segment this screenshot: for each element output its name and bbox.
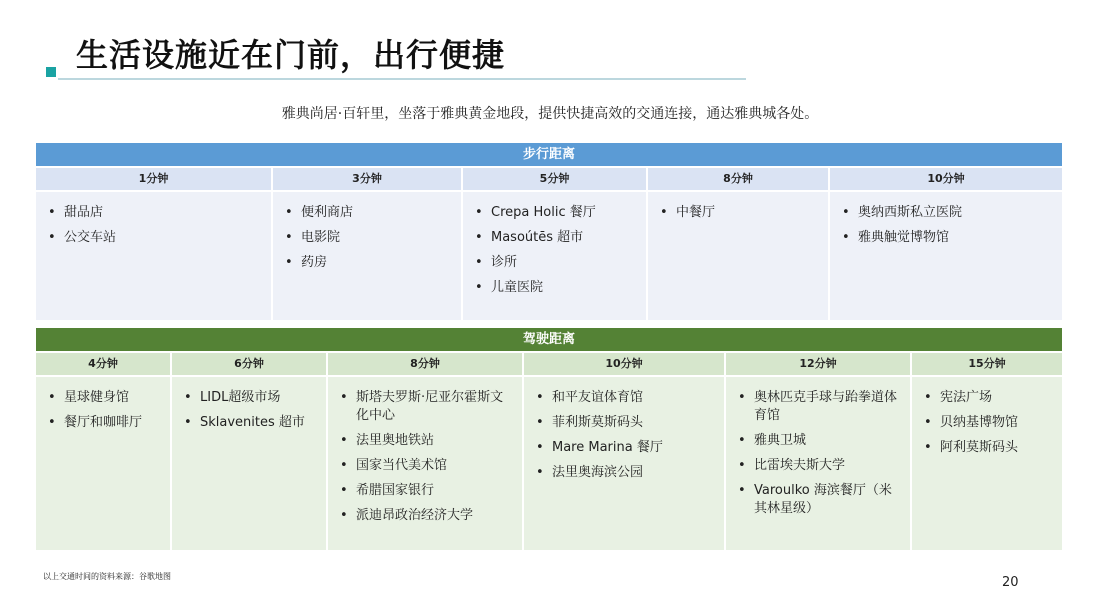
list-item: • 法里奥海滨公园 <box>536 464 716 482</box>
list-item: • 比雷埃夫斯大学 <box>738 457 902 475</box>
walking-grid <box>36 166 1062 320</box>
list-item: • 中餐厅 <box>660 204 820 222</box>
driving-column-body <box>524 377 724 550</box>
page-subtitle: 雅典尚居·百轩里，坐落于雅典黄金地段，提供快捷高效的交通连接，通达雅典城各处。 <box>281 106 819 122</box>
list-item: • Varoulko 海滨餐厅（米其林星级） <box>738 482 902 518</box>
driving-time-label: 12分钟 <box>726 351 910 377</box>
driving-column-body <box>912 377 1062 550</box>
list-item: • LIDL超级市场 <box>184 389 318 407</box>
driving-place-list <box>536 389 716 482</box>
walking-column-body <box>273 192 461 320</box>
list-item: • 贝纳基博物馆 <box>924 414 1054 432</box>
list-item: • 甜品店 <box>48 204 263 222</box>
list-item: • 宪法广场 <box>924 389 1054 407</box>
walking-time-label: 1分钟 <box>36 166 271 192</box>
list-item: • 菲利斯莫斯码头 <box>536 414 716 432</box>
walking-time-label: 3分钟 <box>273 166 461 192</box>
list-item: • 派迪昂政治经济大学 <box>340 507 514 525</box>
list-item: • 雅典触觉博物馆 <box>842 229 1054 247</box>
list-item: • 餐厅和咖啡厅 <box>48 414 162 432</box>
walking-place-list <box>475 204 638 297</box>
walking-place-list <box>842 204 1054 247</box>
page-title: 生活设施近在门前，出行便捷 <box>76 36 506 74</box>
driving-column-body <box>172 377 326 550</box>
walking-column <box>36 166 273 320</box>
walking-column-body <box>463 192 646 320</box>
page-number: 20 <box>1002 575 1019 590</box>
driving-column <box>912 351 1062 550</box>
walking-distance-table <box>36 143 1062 320</box>
list-item: • 和平友谊体育馆 <box>536 389 716 407</box>
walking-column <box>648 166 830 320</box>
source-footnote: 以上交通时间的资料来源：谷歌地图 <box>43 572 171 581</box>
driving-place-list <box>924 389 1054 457</box>
driving-time-label: 6分钟 <box>172 351 326 377</box>
list-item: • 希腊国家银行 <box>340 482 514 500</box>
driving-column-body <box>328 377 522 550</box>
list-item: • Sklavenites 超市 <box>184 414 318 432</box>
list-item: • Crepa Holic 餐厅 <box>475 204 638 222</box>
driving-column-body <box>726 377 910 550</box>
title-accent-square <box>46 67 56 77</box>
list-item: • 诊所 <box>475 254 638 272</box>
list-item: • 斯塔夫罗斯·尼亚尔霍斯文化中心 <box>340 389 514 425</box>
list-item: • 便利商店 <box>285 204 453 222</box>
walking-place-list <box>48 204 263 247</box>
list-item: • Mare Marina 餐厅 <box>536 439 716 457</box>
walking-header: 步行距离 <box>36 143 1062 166</box>
walking-time-label: 5分钟 <box>463 166 646 192</box>
driving-place-list <box>184 389 318 432</box>
list-item: • 奥纳西斯私立医院 <box>842 204 1054 222</box>
driving-time-label: 10分钟 <box>524 351 724 377</box>
list-item: • 雅典卫城 <box>738 432 902 450</box>
list-item: • 电影院 <box>285 229 453 247</box>
walking-column <box>463 166 648 320</box>
driving-time-label: 8分钟 <box>328 351 522 377</box>
driving-column <box>726 351 912 550</box>
driving-time-label: 4分钟 <box>36 351 170 377</box>
walking-time-label: 8分钟 <box>648 166 828 192</box>
list-item: • 国家当代美术馆 <box>340 457 514 475</box>
list-item: • 公交车站 <box>48 229 263 247</box>
list-item: • 药房 <box>285 254 453 272</box>
walking-column <box>273 166 463 320</box>
driving-column <box>328 351 524 550</box>
list-item: • 阿利莫斯码头 <box>924 439 1054 457</box>
driving-column <box>36 351 172 550</box>
walking-column <box>830 166 1062 320</box>
driving-grid <box>36 351 1062 550</box>
list-item: • 奥林匹克手球与跆拳道体育馆 <box>738 389 902 425</box>
driving-distance-table <box>36 328 1062 550</box>
walking-column-body <box>648 192 828 320</box>
list-item: • 法里奥地铁站 <box>340 432 514 450</box>
driving-header: 驾驶距离 <box>36 328 1062 351</box>
walking-time-label: 10分钟 <box>830 166 1062 192</box>
list-item: • Masoútēs 超市 <box>475 229 638 247</box>
driving-place-list <box>340 389 514 525</box>
walking-place-list <box>660 204 820 222</box>
driving-column <box>172 351 328 550</box>
driving-column-body <box>36 377 170 550</box>
list-item: • 儿童医院 <box>475 279 638 297</box>
driving-time-label: 15分钟 <box>912 351 1062 377</box>
driving-column <box>524 351 726 550</box>
walking-column-body <box>36 192 271 320</box>
driving-place-list <box>738 389 902 518</box>
walking-column-body <box>830 192 1062 320</box>
driving-place-list <box>48 389 162 432</box>
title-underline <box>58 78 746 80</box>
walking-place-list <box>285 204 453 272</box>
list-item: • 星球健身馆 <box>48 389 162 407</box>
